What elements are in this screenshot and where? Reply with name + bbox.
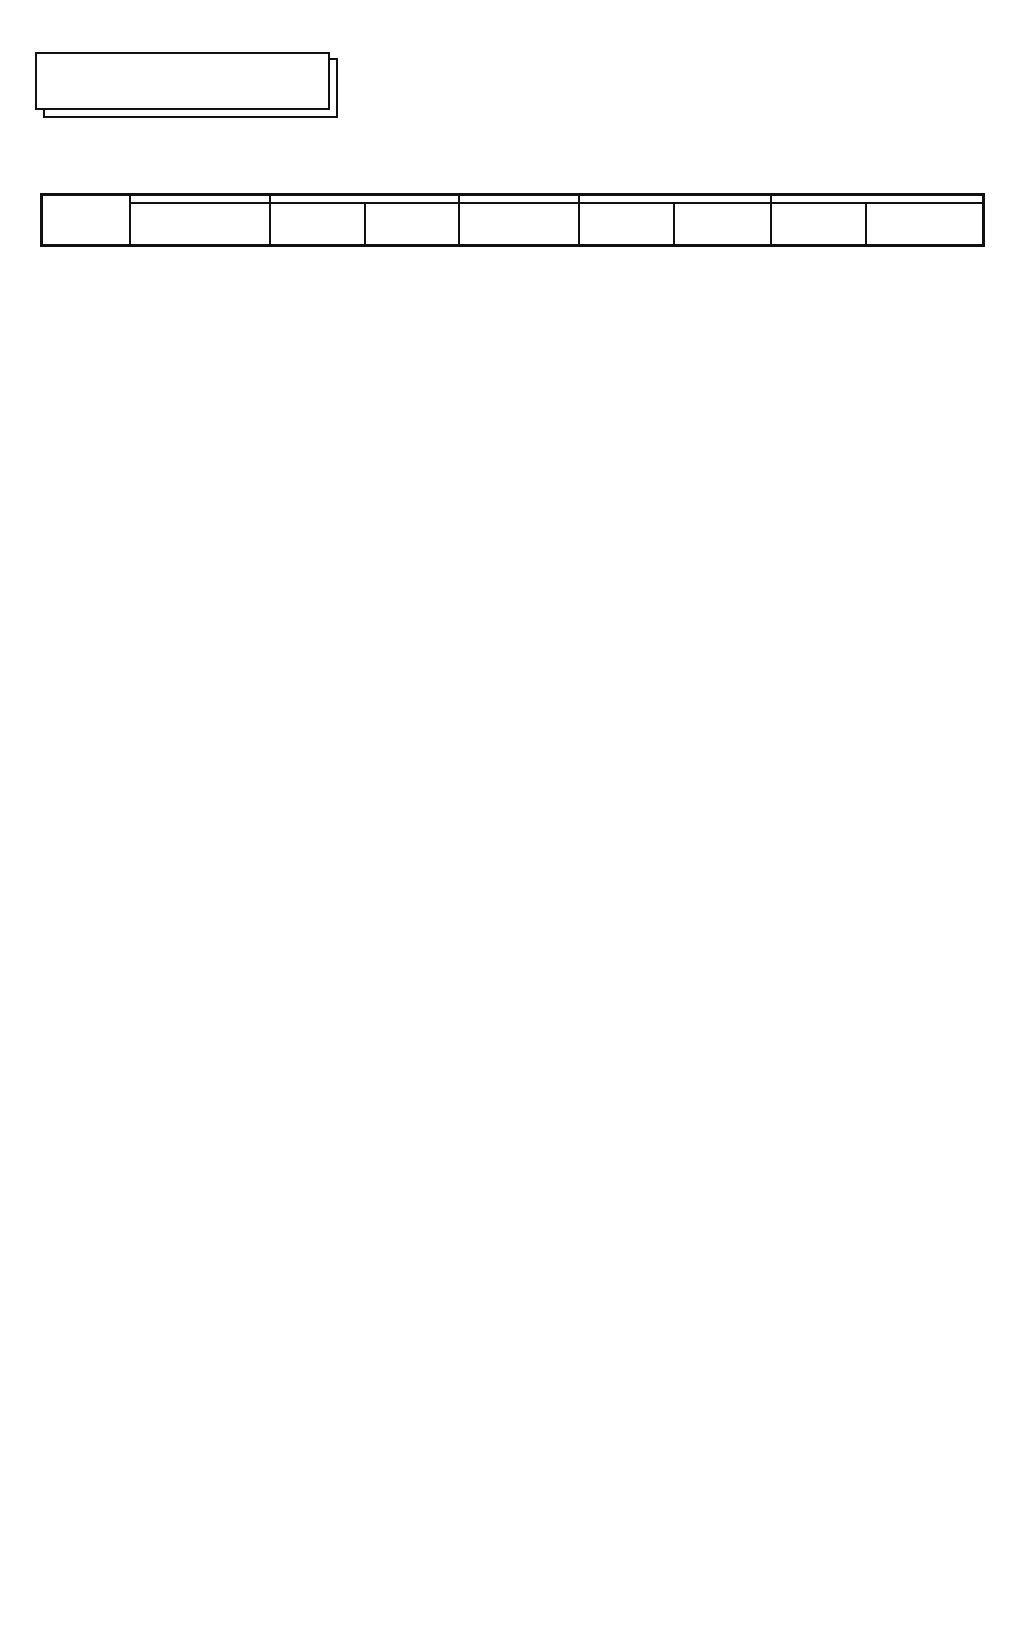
cruise-power-table <box>40 193 985 247</box>
unit-kias <box>771 203 866 246</box>
header-press-alt <box>130 195 270 204</box>
mixture-setting-box <box>35 52 330 110</box>
unit-in-hg <box>459 203 578 246</box>
header-fuel-flow <box>579 195 772 204</box>
unit-pph <box>579 203 674 246</box>
units-row <box>42 203 984 246</box>
header-row <box>42 195 984 204</box>
group-header-blank <box>42 195 131 246</box>
unit-ktas <box>866 203 983 246</box>
header-ioat <box>270 195 459 204</box>
header-man-press <box>459 195 578 204</box>
unit-deg-c <box>270 203 365 246</box>
unit-gph <box>674 203 772 246</box>
header-airspeed <box>771 195 983 204</box>
unit-deg-f <box>365 203 460 246</box>
unit-feet <box>130 203 270 246</box>
